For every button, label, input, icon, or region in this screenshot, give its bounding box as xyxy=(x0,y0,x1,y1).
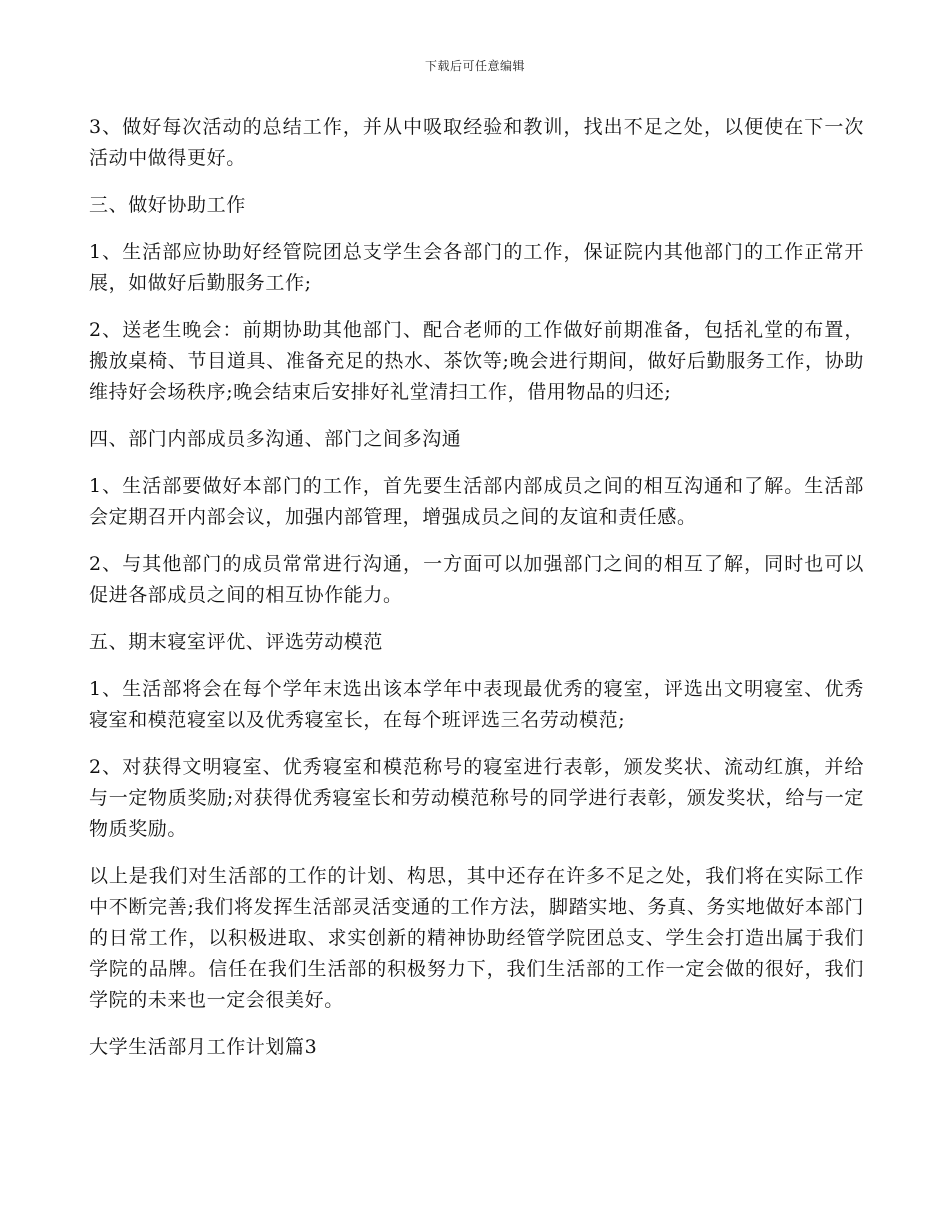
paragraph-external-communication: 2、与其他部门的成员常常进行沟通，一方面可以加强部门之间的相互了解，同时也可以促进各部成员之间的相互协作能力。 xyxy=(89,553,864,606)
page-header: 下载后可任意编辑 xyxy=(424,59,525,73)
section-heading-communication: 四、部门内部成员多沟通、部门之间多沟通 xyxy=(89,428,462,450)
document-body xyxy=(89,112,864,1079)
section-heading-plan-3: 大学生活部月工作计划篇3 xyxy=(89,1036,318,1058)
paragraph-dorm-awards: 2、对获得文明寝室、优秀寝室和模范称号的寝室进行表彰，颁发奖状、流动红旗，并给与一定物质奖励;对获得优秀寝室长和劳动模范称号的同学进行表彰，颁发奖状，给与一定物质奖励。 xyxy=(89,756,864,840)
paragraph-dorm-selection: 1、生活部将会在每个学年末选出该本学年中表现最优秀的寝室，评选出文明寝室、优秀寝室和模范寝室以及优秀寝室长，在每个班评选三名劳动模范; xyxy=(89,678,864,731)
section-heading-dorm-evaluation: 五、期末寝室评优、评选劳动模范 xyxy=(89,631,384,653)
paragraph-conclusion: 以上是我们对生活部的工作的计划、构思，其中还存在许多不足之处，我们将在实际工作中不断完善;我们将发挥生活部灵活变通的工作方法，脚踏实地、务真、务实地做好本部门的日常工作，以积极进取、求实创新的精神协助经管学院团总支、学生会打造出属于我们学院的品牌。信任在我们生活部的积极努力下，我们生活部的工作一定会做的很好，我们学院的未来也一定会很美好。 xyxy=(89,865,864,1011)
paragraph-assist-departments: 1、生活部应协助好经管院团总支学生会各部门的工作，保证院内其他部门的工作正常开展，如做好后勤服务工作; xyxy=(89,241,864,294)
paragraph-summary-work: 3、做好每次活动的总结工作，并从中吸取经验和教训，找出不足之处，以便使在下一次活动中做得更好。 xyxy=(89,116,864,169)
paragraph-internal-communication: 1、生活部要做好本部门的工作，首先要生活部内部成员之间的相互沟通和了解。生活部会定期召开内部会议，加强内部管理，增强成员之间的友谊和责任感。 xyxy=(89,475,864,528)
section-heading-assist: 三、做好协助工作 xyxy=(89,194,246,216)
paragraph-farewell-party: 2、送老生晚会：前期协助其他部门、配合老师的工作做好前期准备，包括礼堂的布置，搬放桌椅、节目道具、准备充足的热水、茶饮等;晚会进行期间，做好后勤服务工作，协助维持好会场秩序;晚会结束后安排好礼堂清扫工作，借用物品的归还; xyxy=(89,319,864,403)
